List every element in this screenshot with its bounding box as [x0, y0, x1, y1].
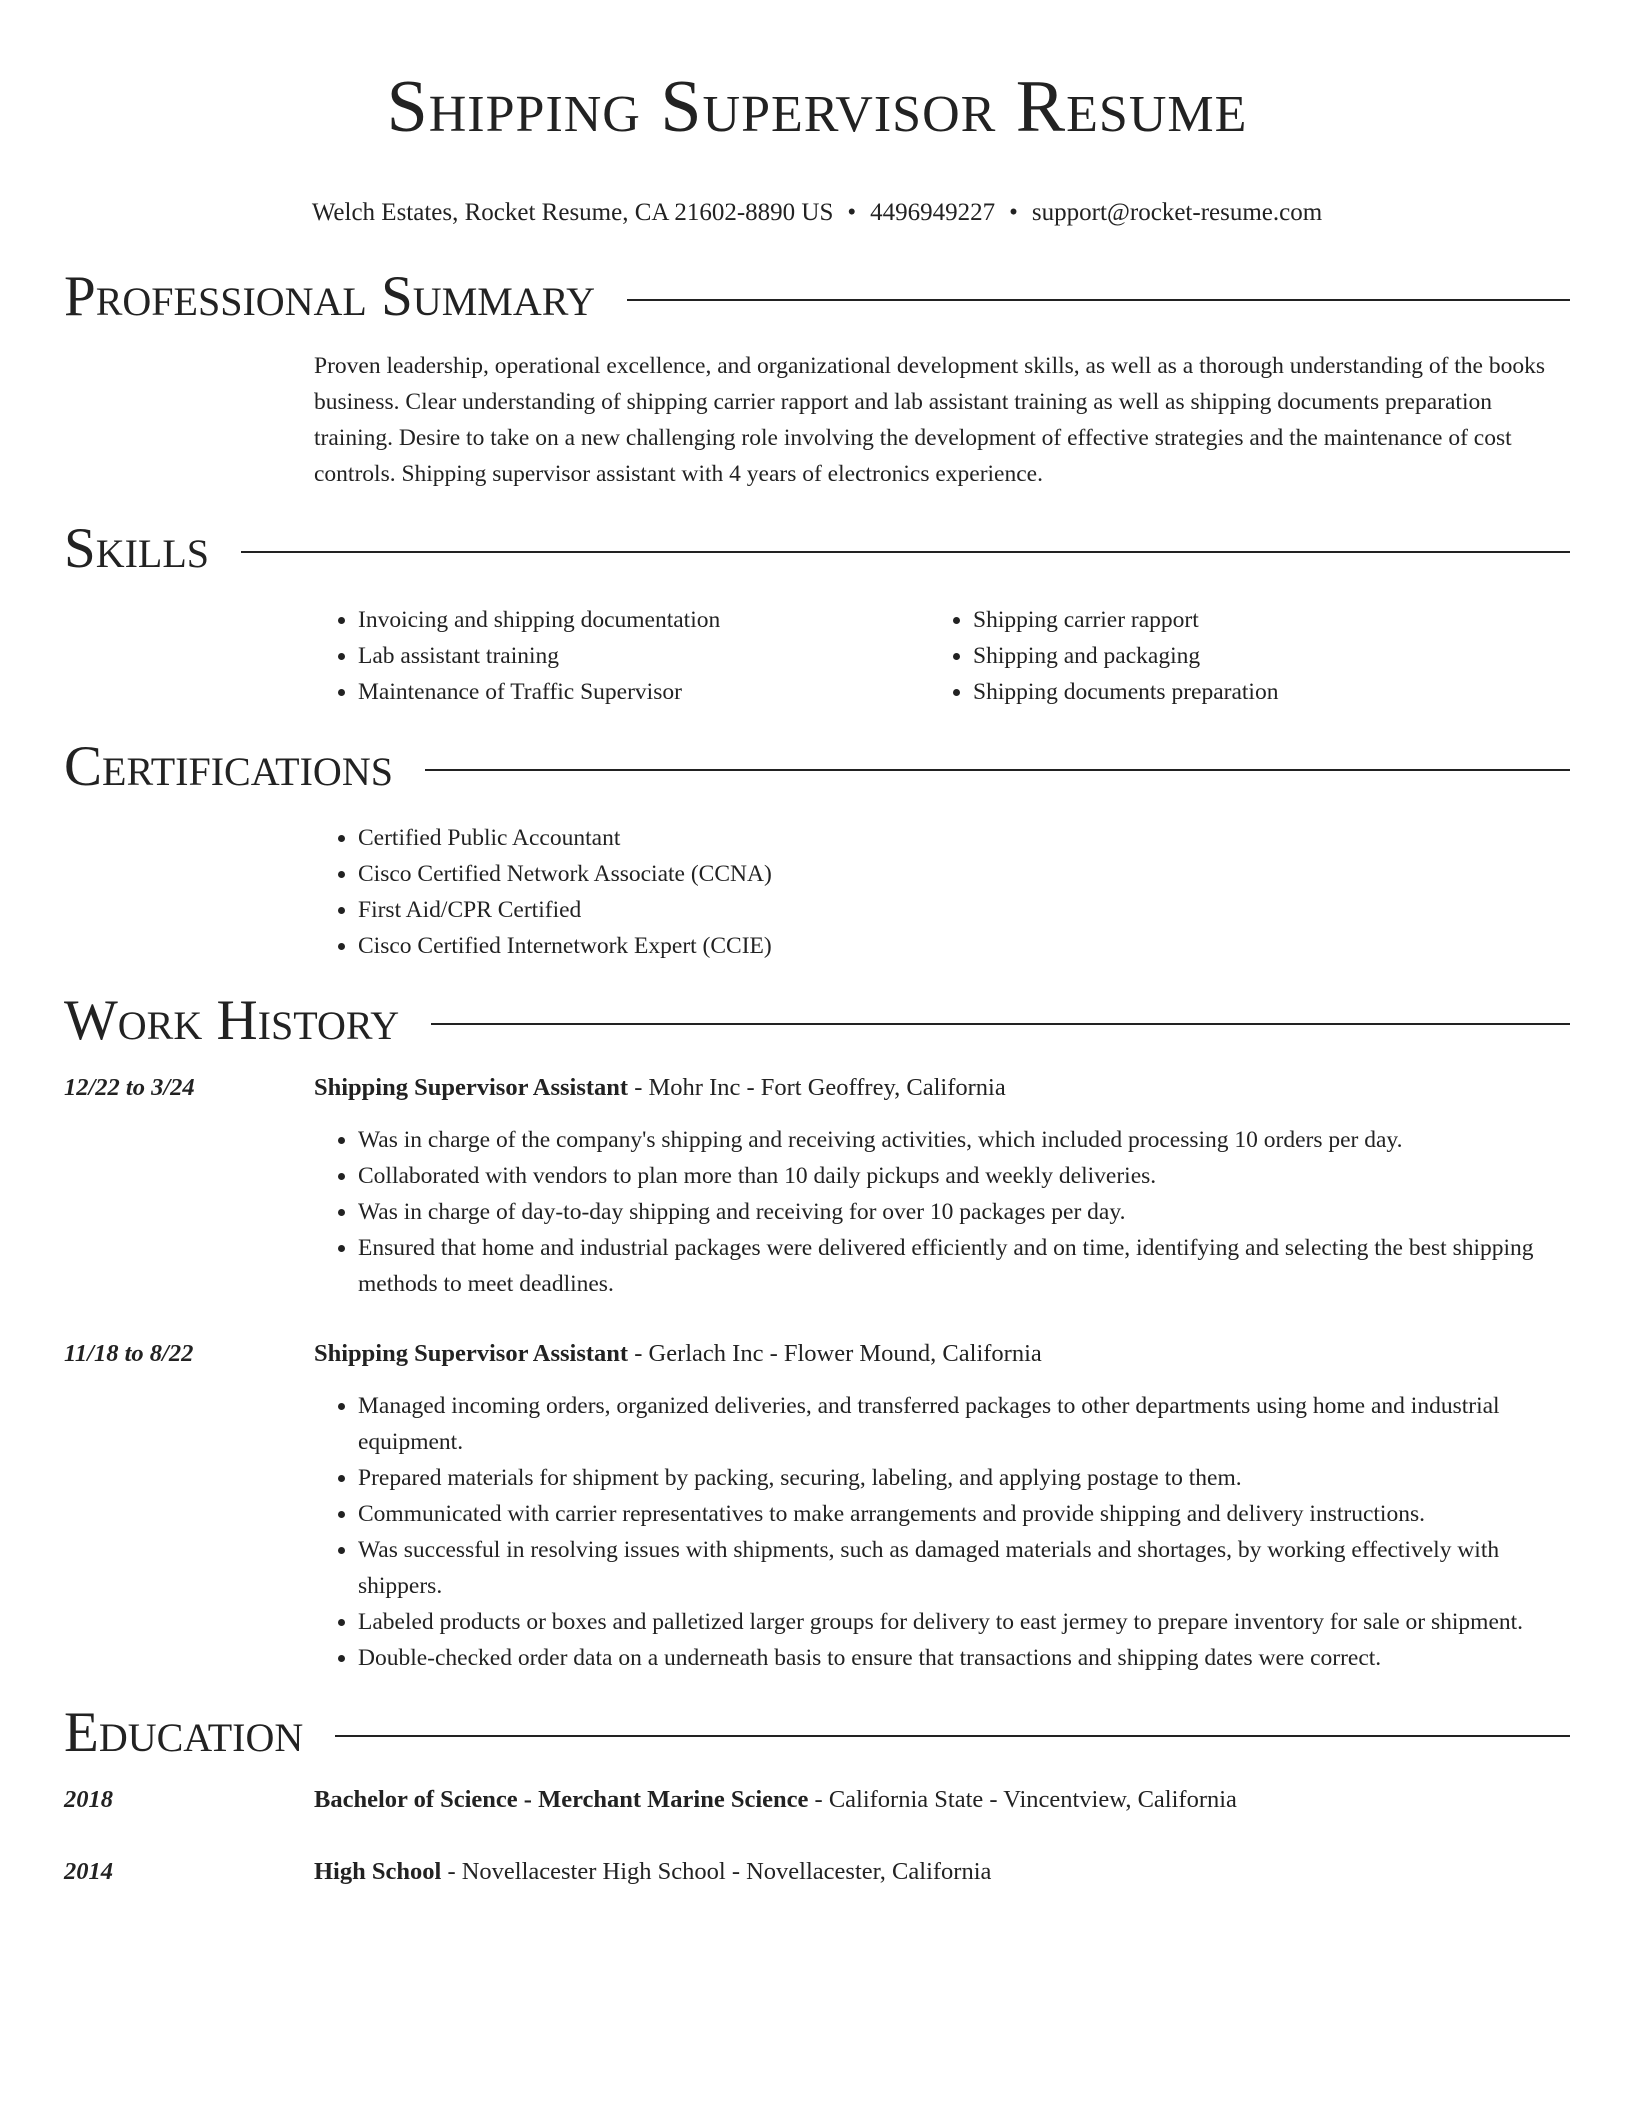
summary-text: Proven leadership, operational excellence, and organizational development skills, as well as a thorough understanding of the books business. Clear understanding of shipping carrier rapport and lab assistant training as well as shipping documents preparation training. Desire to take on a new challenging role involving the development of effective strategies and the maintenance of cost controls. Shipping supervisor assistant with 4 years of electronics experience. — [314, 353, 1546, 487]
skills-column-right — [929, 602, 1544, 710]
education-heading: Education — [64, 1701, 304, 1764]
work-heading: Work History — [64, 989, 400, 1052]
skill-item: • Shipping and packaging — [973, 638, 1544, 674]
job-company: - Mohr Inc - Fort Geoffrey, California — [628, 1074, 1006, 1101]
education-entry — [64, 1782, 1570, 1818]
job-bullet: • Collaborated with vendors to plan more than 10 daily pickups and weekly deliveries. — [358, 1158, 1570, 1194]
contact-separator: • — [847, 199, 857, 226]
education-school: - Novellacester High School - Novellacester, California — [441, 1858, 992, 1885]
job-bullet: • Double-checked order data on a underneath basis to ensure that transactions and shipping dates were correct. — [358, 1640, 1570, 1676]
job-title-line — [314, 1070, 1006, 1106]
education-degree: Bachelor of Science - Merchant Marine Science — [314, 1786, 809, 1813]
contact-address: Welch Estates, Rocket Resume, CA 21602-8890 US — [311, 199, 834, 226]
skill-item: • Invoicing and shipping documentation — [358, 602, 929, 638]
certifications-list — [314, 820, 1570, 964]
skills-list-right — [929, 602, 1544, 710]
education-school: - California State - Vincentview, California — [808, 1786, 1237, 1813]
skills-heading: Skills — [64, 517, 210, 580]
job-header — [64, 1070, 1570, 1106]
job-header — [64, 1336, 1570, 1372]
job-entry — [64, 1070, 1570, 1302]
skill-item: • Lab assistant training — [358, 638, 929, 674]
job-title-line — [314, 1336, 1042, 1372]
contact-phone: 4496949227 — [870, 199, 996, 226]
section-divider — [241, 551, 1570, 553]
education-degree: High School — [314, 1858, 442, 1885]
section-divider — [431, 1023, 1570, 1025]
work-section-header — [64, 986, 1570, 1056]
job-bullet: • Was successful in resolving issues with shipments, such as damaged materials and shortages, by working effectively with shippers. — [358, 1532, 1570, 1604]
contact-email: support@rocket-resume.com — [1031, 199, 1323, 226]
job-title: Shipping Supervisor Assistant — [314, 1340, 629, 1367]
education-line — [314, 1854, 991, 1890]
summary-heading: Professional Summary — [64, 265, 596, 328]
education-year: 2018 — [64, 1786, 113, 1813]
section-divider — [425, 769, 1570, 771]
skill-item: • Shipping documents preparation — [973, 674, 1544, 710]
resume-page — [64, 0, 1570, 1890]
resume-title: Shipping Supervisor Resume — [386, 66, 1248, 148]
job-company: - Gerlach Inc - Flower Mound, California — [628, 1340, 1042, 1367]
certification-item: • Certified Public Accountant — [358, 820, 1570, 856]
job-bullet: • Was in charge of the company's shipping and receiving activities, which included processing 10 orders per day. — [358, 1122, 1570, 1158]
education-year: 2014 — [64, 1858, 113, 1885]
section-divider — [627, 299, 1570, 301]
contact-line — [64, 198, 1570, 228]
certifications-section-header — [64, 732, 1570, 802]
skills-list-left — [314, 602, 929, 710]
skills-section-header — [64, 514, 1570, 584]
job-title: Shipping Supervisor Assistant — [314, 1074, 629, 1101]
job-bullet-list — [314, 1122, 1570, 1302]
skills-column-left — [314, 602, 929, 710]
job-entry — [64, 1336, 1570, 1676]
job-bullet: • Ensured that home and industrial packages were delivered efficiently and on time, identifying and selecting the best shipping methods to meet deadlines. — [358, 1230, 1570, 1302]
skill-item: • Maintenance of Traffic Supervisor — [358, 674, 929, 710]
job-bullet: • Prepared materials for shipment by packing, securing, labeling, and applying postage to them. — [358, 1460, 1570, 1496]
certification-item: • First Aid/CPR Certified — [358, 892, 1570, 928]
certification-item: • Cisco Certified Network Associate (CCNA) — [358, 856, 1570, 892]
education-section-header — [64, 1698, 1570, 1768]
skill-item: • Shipping carrier rapport — [973, 602, 1544, 638]
certifications-block — [314, 820, 1570, 964]
skills-grid — [314, 602, 1570, 710]
job-bullets — [314, 1122, 1570, 1302]
certification-item: • Cisco Certified Internetwork Expert (CCIE) — [358, 928, 1570, 964]
contact-separator: • — [1009, 199, 1018, 226]
job-dates: 11/18 to 8/22 — [64, 1340, 194, 1367]
job-dates: 12/22 to 3/24 — [64, 1074, 195, 1101]
education-line — [314, 1782, 1237, 1818]
certifications-heading: Certifications — [64, 735, 393, 798]
section-divider — [335, 1735, 1570, 1737]
job-bullet: • Communicated with carrier representatives to make arrangements and provide shipping and delivery instructions. — [358, 1496, 1570, 1532]
job-bullets — [314, 1388, 1570, 1676]
job-bullet: • Was in charge of day-to-day shipping and receiving for over 10 packages per day. — [358, 1194, 1570, 1230]
job-bullet: • Managed incoming orders, organized deliveries, and transferred packages to other departments using home and industrial equipment. — [358, 1388, 1570, 1460]
summary-section-header — [64, 262, 1570, 332]
education-entry — [64, 1854, 1570, 1890]
job-bullet-list — [314, 1388, 1570, 1676]
job-bullet: • Labeled products or boxes and palletized larger groups for delivery to east jermey to prepare inventory for sale or shipment. — [358, 1604, 1570, 1640]
